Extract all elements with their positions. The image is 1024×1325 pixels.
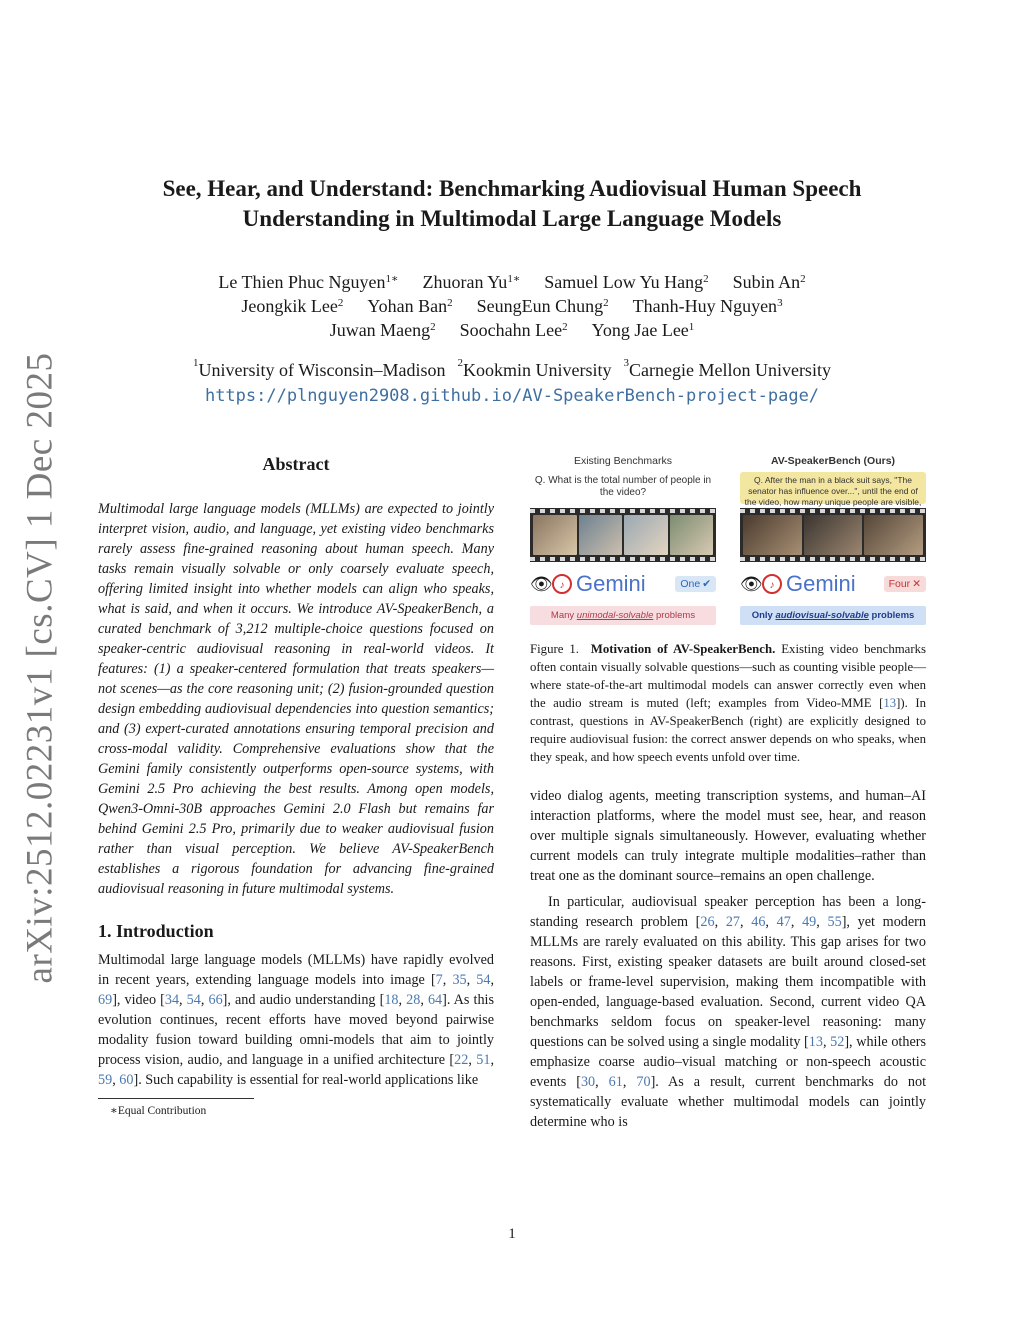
- citation-link[interactable]: 30: [580, 1074, 596, 1090]
- video-frames-ours: [740, 508, 926, 562]
- figure-panel-existing: [530, 454, 716, 624]
- citation-link[interactable]: 18: [384, 992, 399, 1008]
- video-frame: [579, 515, 623, 555]
- title-line-2: Understanding in Multimodal Large Language Models: [242, 206, 782, 231]
- gemini-logo: Gemini: [576, 571, 646, 596]
- right-column: [530, 454, 926, 1132]
- check-icon: ✔: [702, 578, 711, 590]
- citation-link[interactable]: 64: [427, 992, 443, 1008]
- video-frame: [670, 515, 714, 555]
- author-affiliation-mark: 1: [688, 321, 695, 333]
- author-affiliation-mark: 2: [337, 297, 344, 309]
- caption-title: Motivation of AV-SpeakerBench.: [590, 642, 776, 656]
- author-affiliation-mark: 2: [562, 321, 568, 333]
- answer-text: Four: [888, 578, 911, 590]
- affiliation: $^2$Kookmin University: [457, 357, 612, 380]
- author-affiliation-mark: 1∗: [507, 273, 521, 285]
- author-line: [0, 294, 1024, 318]
- caption-body: Existing video benchmarks often contain visually solvable questions—such as counting visible people—where state-of-the-art multimodal models can answer correctly even when the audio stream is muted (left; examples from Video-MME [13]). In contrast, questions in AV-SpeakerBench (right) are explicitly designed to require audiovisual fusion: the correct answer depends on who speaks, when they speak, and how speech events unfold over time.: [530, 642, 926, 764]
- muted-audio-icon: ♪: [762, 574, 782, 594]
- affiliation: $^1$University of Wisconsin–Madison: [193, 357, 446, 380]
- citation-link[interactable]: 51: [476, 1052, 491, 1068]
- citation-link[interactable]: 59: [98, 1072, 113, 1088]
- answer-badge-existing: [675, 576, 716, 592]
- affiliation-mark: 2: [457, 357, 463, 369]
- answer-badge-ours: [884, 576, 926, 592]
- author-affiliation-mark: 2: [447, 297, 453, 309]
- figure-1: [530, 454, 926, 624]
- figure-panel-ours: [740, 454, 926, 624]
- author-name: Thanh-Huy Nguyen$^3$: [632, 296, 783, 316]
- video-frames-existing: [530, 508, 716, 562]
- banner-existing: [530, 606, 716, 625]
- citation-link[interactable]: 66: [208, 992, 223, 1008]
- citation-link[interactable]: 47: [776, 914, 791, 930]
- citation-link[interactable]: 26: [700, 914, 715, 930]
- citation-link[interactable]: 28: [406, 992, 421, 1008]
- title-line-1: See, Hear, and Understand: Benchmarking Audiovisual Human Speech: [162, 176, 862, 201]
- citation-link[interactable]: 35: [452, 972, 467, 988]
- citation-link[interactable]: 60: [119, 1072, 134, 1088]
- footnote-divider: [98, 1098, 254, 1099]
- author-name: Samuel Low Yu Hang$^2$: [544, 272, 709, 292]
- left-column: [98, 454, 494, 1117]
- author-name: Zhuoran $Yu^{1∗}$: [422, 272, 521, 292]
- model-row-ours: [740, 570, 926, 598]
- citation-link[interactable]: 61: [608, 1074, 623, 1090]
- banner-ours: [740, 606, 926, 625]
- author-name: Le Thien Phuc Nguyen$^{1∗}$: [218, 272, 399, 292]
- citation-link[interactable]: 54: [186, 992, 201, 1008]
- panel-title-ours: AV-SpeakerBench (Ours): [770, 455, 896, 467]
- video-frame: [743, 515, 802, 555]
- question-existing: Q. What is the total number of people in the video?: [534, 475, 712, 498]
- author-name: Subin An$^2$: [732, 272, 806, 292]
- citation-link[interactable]: 46: [751, 914, 766, 930]
- citation-link[interactable]: 52: [830, 1034, 845, 1050]
- video-frame: [804, 515, 863, 555]
- author-name: Juwan Maeng$^2$: [329, 320, 436, 340]
- author-name: SeungEun Chung$^2$: [476, 296, 609, 316]
- citation-link[interactable]: 27: [725, 914, 740, 930]
- author-name: Soochahn Lee$^2$: [459, 320, 568, 340]
- affiliation-mark: 3: [623, 357, 629, 369]
- right-paragraph-2: In particular, audiovisual speaker perception has been a long-standing research problem [26, 27, 46, 47, 49, 55], yet modern MLLMs are rarely evaluated on this ability. This gap arises for two reasons. First, existing speaker datasets are built around closed-set labels or frame-level supervision, making them incompatible with open-ended, language-based evaluation. Second, current video QA benchmarks seldom focus on speaker-level reasoning: many questions can be solved using a single modality [13, 52], while others emphasize coarse audio–visual matching or non-speech acoustic events [30, 61, 70]. As a result, current benchmarks do not systematically evaluate whether multimodal models can jointly determine who is: [530, 894, 927, 1130]
- caption-label: Figure 1.: [530, 642, 579, 656]
- author-affiliation-mark: 2: [800, 273, 806, 285]
- citation-link[interactable]: 13: [883, 696, 897, 710]
- author-name: Jeongkik Lee$^2$: [241, 296, 344, 316]
- video-frame: [533, 515, 577, 555]
- cross-icon: ✕: [912, 578, 921, 590]
- footnote-equal-contribution: ∗Equal Contribution: [110, 1105, 207, 1117]
- muted-audio-icon: ♪: [552, 574, 572, 594]
- right-paragraph-1: video dialog agents, meeting transcription systems, and human–AI interaction platforms, where the model must see, hear, and reason over multiple signals simultaneously. However, evaluating whether current models can truly integrate multiple modalities–rather than treat one as the dominant source–remains an open challenge.: [530, 788, 926, 884]
- video-frame: [864, 515, 923, 555]
- author-list: [0, 270, 1024, 342]
- author-name: Yong Jae Lee$^1$: [591, 320, 695, 340]
- model-row-existing: [530, 570, 716, 598]
- banner-emphasis: unimodal-solvable: [576, 610, 654, 621]
- author-line: [0, 318, 1024, 342]
- page-number: 1: [508, 1226, 516, 1242]
- abstract-heading: Abstract: [262, 454, 330, 474]
- paper-title: [0, 174, 1024, 234]
- author-affiliation-mark: 2: [430, 321, 436, 333]
- project-url-link[interactable]: https://plnguyen2908.github.io/AV-SpeakerBench-project-page/: [204, 386, 820, 406]
- citation-link[interactable]: 7: [435, 972, 443, 988]
- banner-prefix: Many: [550, 610, 577, 621]
- citation-link[interactable]: 54: [476, 972, 491, 988]
- question-ours: Q. After the man in a black suit says, "The senator has influence over...", until the end of the video, how many unique people are visible,: [740, 472, 926, 504]
- gemini-logo: Gemini: [786, 571, 856, 596]
- citation-link[interactable]: 69: [98, 992, 113, 1008]
- figure-1-caption: [530, 640, 926, 766]
- citation-link[interactable]: 13: [808, 1034, 823, 1050]
- arxiv-id-text: arXiv:2512.02231v1 [cs.CV] 1 Dec 2025: [19, 352, 61, 984]
- banner-prefix: Only: [751, 610, 776, 621]
- author-affiliation-mark: 2: [703, 273, 709, 285]
- affiliation-mark: 1: [193, 357, 199, 369]
- citation-link[interactable]: 55: [827, 914, 842, 930]
- banner-suffix: problems: [653, 610, 696, 621]
- affiliations: [0, 357, 1024, 381]
- introduction-heading: 1. Introduction: [98, 921, 214, 941]
- author-affiliation-mark: 3: [777, 297, 783, 309]
- banner-emphasis: audiovisual-solvable: [775, 610, 869, 621]
- video-frame: [624, 515, 668, 555]
- author-affiliation-mark: 2: [603, 297, 609, 309]
- answer-text: One: [680, 578, 701, 590]
- citation-link[interactable]: 34: [164, 992, 180, 1008]
- banner-suffix: problems: [868, 610, 915, 621]
- intro-paragraph-1: Multimodal large language models (MLLMs) have rapidly evolved in recent years, extending language models into image [7, 35, 54, 69], video [34, 54, 66], and audio understanding [18, 28, 64]. As this evolution continues, recent efforts have moved beyond pairwise modality fusion toward building omni-models that aim to jointly process vision, audio, and language in a unified architecture [22, 51, 59, 60]. Such capability is essential for real-world applications like: [98, 952, 495, 1088]
- citation-link[interactable]: 49: [802, 914, 817, 930]
- affiliation: $^3$Carnegie Mellon University: [623, 357, 831, 380]
- author-affiliation-mark: 1∗: [385, 273, 399, 285]
- author-name: Yohan Ban$^2$: [367, 296, 453, 316]
- abstract-text: Multimodal large language models (MLLMs) are expected to jointly interpret vision, audio, and language, yet existing video benchmarks rarely assess fine-grained reasoning about human speech. Many tasks remain visually solvable or only coarsely evaluate speech, offering limited insight into whether models can align who speaks, what is said, and when it occurs. We introduce AV-SpeakerBench, a curated benchmark of 3,212 multiple-choice questions focused on speaker-centric audiovisual reasoning in real-world videos. It features: (1) a speaker-centered formulation that treats speakers—not scenes—as the core reasoning unit; (2) fusion-grounded question design embedding audiovisual dependencies into question semantics; and (3) expert-curated annotations ensuring temporal precision and cross-modal validity. Comprehensive evaluations show that the Gemini family consistently outperforms open-source systems, with Gemini 2.5 Pro achieving the best results. Among open models, Qwen3-Omni-30B approaches Gemini 2.0 Flash but remains far behind Gemini 2.5 Pro, primarily due to weaker audiovisual fusion rather than visual perception. We believe AV-SpeakerBench establishes a rigorous foundation for advancing fine-grained audiovisual reasoning in future multimodal systems.: [98, 501, 494, 897]
- eye-icon: 👁: [740, 573, 763, 594]
- citation-link[interactable]: 22: [454, 1052, 469, 1068]
- author-line: [0, 270, 1024, 294]
- citation-link[interactable]: 70: [636, 1074, 651, 1090]
- panel-title-existing: Existing Benchmarks: [573, 455, 673, 467]
- eye-icon: 👁: [530, 573, 553, 594]
